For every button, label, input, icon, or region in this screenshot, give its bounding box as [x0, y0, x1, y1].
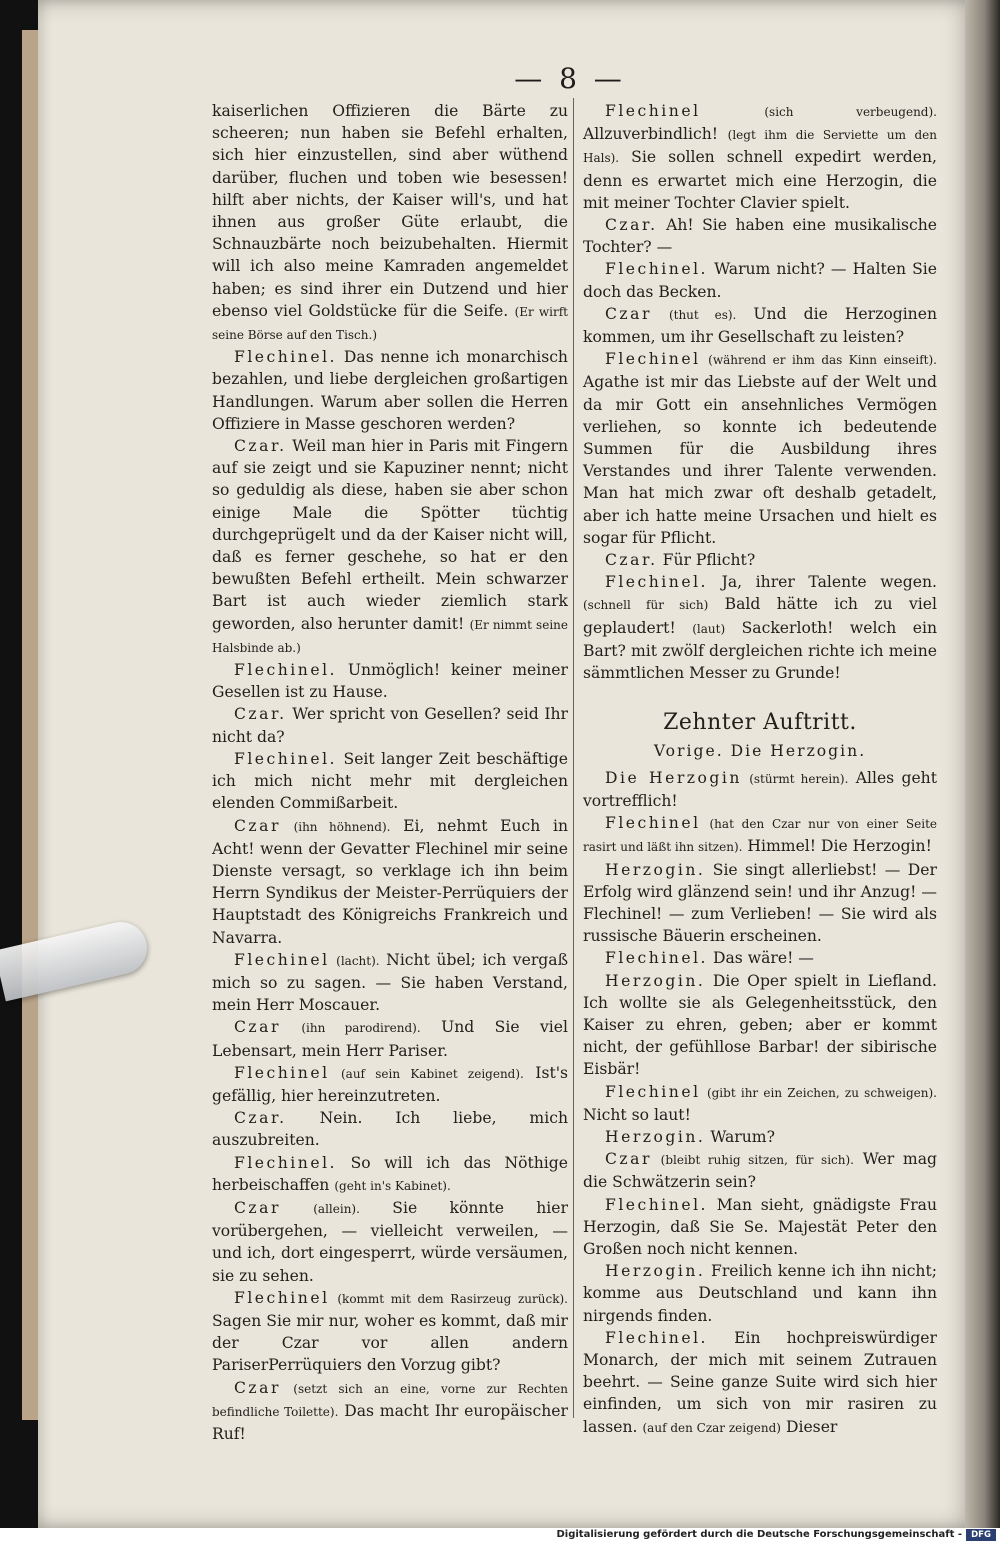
dialogue-text: Nein. Ich liebe, mich auszubreiten. [212, 1109, 568, 1150]
dialogue-text: Alles geht vortrefflich! [583, 768, 937, 810]
dialogue-text: So will ich das Nöthige herbeischaffen [212, 1153, 568, 1194]
dialogue-text: Warum nicht? — Halten Sie doch das Becken. [583, 260, 937, 301]
dialogue-text: Seit langer Zeit beschäftige ich mich nicht mehr mit dergleichen elenden Commißarbeit. [212, 749, 568, 813]
speaker-name: Flechinel. [234, 749, 338, 768]
speech-paragraph [212, 1152, 568, 1197]
speech-paragraph [212, 1016, 568, 1061]
stage-direction: (ihn parodirend). [301, 1021, 421, 1036]
stage-direction: (allein). [313, 1201, 360, 1216]
dialogue-text: Sie sollen schnell expedirt werden, denn es erwartet mich eine Herzogin, die mit meiner Tochter Clavier spielt. [583, 148, 937, 212]
speech-paragraph [583, 812, 937, 858]
dialogue-text: Für Pflicht? [662, 551, 756, 570]
speech-paragraph [583, 1194, 937, 1261]
speaker-name: Die Herzogin [605, 768, 742, 787]
stage-direction: (auf sein Kabinet zeigend). [340, 1066, 524, 1081]
speaker-name: Czar [234, 816, 281, 835]
stage-direction: (bleibt ruhig sitzen, für sich). [660, 1153, 854, 1168]
speaker-name: Czar [234, 1018, 281, 1037]
stage-direction: (ihn höhnend). [293, 819, 391, 834]
column-divider [573, 98, 574, 1418]
dialogue-text: Ah! Sie haben eine musikalische Tochter? — [583, 216, 937, 257]
speaker-name: Czar [605, 1150, 652, 1169]
speech-paragraph [583, 549, 937, 571]
dialogue-text: Warum? [710, 1127, 775, 1146]
footer-bar [0, 1528, 1000, 1542]
dialogue-text: Das nenne ich monarchisch bezahlen, und liebe dergleichen großartigen Handlungen. Warum aber sollen die Herren Offiziere in Masse geschoren werden? [212, 348, 568, 433]
speech-paragraph [212, 1377, 568, 1446]
speaker-name: Flechinel [605, 102, 701, 120]
dialogue-text: Ja, ihrer Talente wegen. [721, 573, 937, 592]
stage-direction: (sich verbeugend). [764, 105, 937, 119]
speech-paragraph [212, 949, 568, 1017]
speaker-name: Flechinel. [234, 661, 338, 680]
dialogue-text: Ein hochpreiswürdiger Monarch, der mich mit seinem Zutrauen beehrt. — Seine ganze Suite wird sich hier einfinden, um sich von mir rasiren zu lassen. [583, 1328, 937, 1436]
dialogue-text: Das macht Ihr europäischer Ruf! [212, 1401, 568, 1443]
speech-paragraph [583, 1148, 937, 1193]
speech-paragraph [583, 214, 937, 258]
dialogue-text: Sie könnte hier vorübergehen, — vielleicht verweilen, — und ich, dort eingesperrt, würde versäumen, sie zu sehen. [212, 1198, 568, 1285]
stage-direction: (thut es). [668, 307, 737, 322]
dialogue-text: Nicht so laut! [583, 1105, 691, 1124]
scene-characters: Vorige. Die Herzogin. [653, 742, 867, 761]
dialogue-text: Man sieht, gnädigste Frau Herzogin, daß Sie Se. Majestät Peter den Großen noch nicht kennen. [583, 1195, 937, 1258]
speech-paragraph [212, 703, 568, 747]
speech-paragraph [583, 947, 937, 969]
dialogue-text: Unmöglich! keiner meiner Gesellen ist zu Hause. [212, 661, 568, 702]
speaker-name: Czar. [234, 1109, 287, 1128]
speech-paragraph [212, 815, 568, 949]
speaker-name: Czar [605, 304, 652, 323]
speech-paragraph [583, 258, 937, 302]
dialogue-text: Wer mag die Schwätzerin sein? [583, 1150, 937, 1192]
speaker-name: Herzogin. [605, 971, 706, 990]
speech-paragraph [583, 100, 937, 214]
speaker-name: Herzogin. [605, 860, 706, 879]
speech-paragraph [212, 748, 568, 815]
speech-paragraph [583, 348, 937, 549]
speech-paragraph [212, 435, 568, 659]
speech-paragraph [212, 346, 568, 435]
dialogue-text: Agathe ist mir das Liebste auf der Welt und da mir Gott ein ansehnliches Vermögen verliehen, so konnte ich bedeutende Summen für die Ausbildung ihres Verstandes und ihrer Talente verwenden. Man hat mich zwar oft deshalb getadelt, aber ich hatte meine Ursachen und hielt es sogar für Pflicht. [583, 373, 937, 547]
dialogue-text: Ist's gefällig, hier hereinzutreten. [212, 1063, 568, 1105]
dialogue-text: Ei, nehmt Euch in Acht! wenn der Gevatter Flechinel mir seine Dienste versagt, so verklage ich ihn beim Herrn Syndikus der Meister-Perrüquiers der Hauptstadt des Königreichs Frankreich und Navarra. [212, 816, 568, 947]
speech-paragraph [212, 1197, 568, 1287]
page-gutter-shadow [965, 0, 1000, 1530]
stage-direction: (Er wirft seine Börse auf den Tisch.) [212, 304, 569, 343]
page-number: — 8 — [514, 62, 626, 95]
speaker-name: Flechinel [605, 814, 701, 833]
speaker-name: Flechinel. [605, 573, 709, 592]
stage-direction: (auf den Czar zeigend) [642, 1420, 781, 1435]
dialogue-text: Freilich kenne ich ihn nicht; komme aus Deutschland und kann ihn nirgends finden. [583, 1262, 937, 1325]
speech-paragraph [212, 1062, 568, 1107]
speaker-name: Flechinel [605, 350, 701, 369]
speech-paragraph [583, 571, 937, 684]
dialogue-text: Sie singt allerliebst! — Der Erfolg wird glänzend sein! und ihr Anzug! — Flechinel! — zum Verlieben! — Sie wird als russische Bäuerin erscheinen. [583, 860, 937, 946]
speaker-name: Czar. [234, 705, 287, 724]
speaker-name: Flechinel [605, 1082, 701, 1101]
stage-direction: (lacht). [336, 953, 380, 968]
speaker-name: Czar. [234, 437, 287, 456]
stage-direction: (legt ihm die Serviette um den Hals). [583, 128, 937, 166]
dialogue-text: Und die Herzoginen kommen, um ihr Gesellschaft zu leisten? [583, 304, 937, 347]
speaker-name: Flechinel. [605, 260, 709, 279]
dialogue-text: Bald hätte ich zu viel geplaudert! [583, 595, 937, 637]
speech-paragraph [583, 1327, 937, 1439]
speech-paragraph [583, 303, 937, 348]
stage-direction: (schnell für sich) [583, 598, 709, 613]
speech-paragraph [212, 1287, 568, 1377]
continued-paragraph [212, 100, 568, 346]
dialogue-text: Nicht übel; ich vergaß mich so zu sagen. — Sie haben Verstand, mein Herr Moscauer. [212, 950, 568, 1015]
left-text-column [212, 100, 568, 1445]
speaker-name: Flechinel [234, 1288, 330, 1307]
speaker-name: Flechinel. [605, 1195, 709, 1214]
stage-direction: (laut) [692, 621, 726, 636]
speaker-name: Herzogin. [605, 1262, 706, 1281]
right-text-column [583, 100, 937, 1439]
speech-paragraph [583, 767, 937, 812]
dialogue-text: Wer spricht von Gesellen? seid Ihr nicht da? [212, 705, 568, 746]
stage-direction: (hat den Czar nur von einer Seite rasirt und läßt ihn sitzen). [583, 817, 937, 855]
stage-direction: (setzt sich an eine, vorne zur Rechten befindliche Toilette). [212, 1381, 568, 1419]
stage-direction: (kommt mit dem Rasirzeug zurück). [337, 1291, 568, 1306]
speaker-name: Flechinel [234, 950, 330, 969]
dialogue-text: Allzuverbindlich! [583, 125, 718, 144]
dialogue-text: Das wäre! — [712, 949, 814, 968]
speech-paragraph [212, 1107, 568, 1151]
scene-heading: Zehnter Auftritt. [663, 710, 857, 736]
dialogue-text: Sackerloth! welch ein Bart? mit zwölf dergleichen richte ich meine sämmtlichen Messer zu Grunde! [583, 618, 937, 683]
dialogue-text: kaiserlichen Offizieren die Bärte zu scheeren; nun haben sie Befehl erhalten, sich hier einzustellen, sind aber wüthend darüber, fluchen und toben wie besessen! hilft aber nichts, der Kaiser will's, und hat ihnen aus großer Güte erlaubt, die Schnauzbärte noch beizubehalten. Hiermit will ich also meine Kamraden angemeldet haben; es sind ihrer ein Dutzend und hier ebenso viel Goldstücke für die Seife. [212, 102, 568, 320]
dialogue-text: Sagen Sie mir nur, woher es kommt, daß mir der Czar vor allen andern PariserPerrüquiers den Vorzug gibt? [212, 1311, 568, 1375]
stage-direction: (gibt ihr ein Zeichen, zu schweigen). [706, 1085, 937, 1100]
speaker-name: Flechinel. [234, 1153, 338, 1172]
speaker-name: Czar [234, 1378, 281, 1397]
speaker-name: Czar. [605, 551, 658, 570]
dialogue-text: Dieser [785, 1417, 838, 1436]
speaker-name: Czar. [605, 216, 658, 235]
dialogue-text: Weil man hier in Paris mit Fingern auf sie zeigt und sie Kapuziner nennt; nicht so geduldig als diese, haben sie aber schon einige Male die Spötter tüchtig durchgeprügelt und da der Kaiser nicht will, daß es ferner geschehe, so hat er den bewußten Befehl ertheilt. Mein schwarzer Bart ist auch wieder ziemlich stark geworden, also herunter damit! [212, 437, 568, 633]
dfg-logo: DFG [966, 1529, 996, 1541]
speaker-name: Flechinel. [605, 949, 709, 968]
stage-direction: (geht in's Kabinet). [334, 1178, 451, 1193]
speech-paragraph [583, 1081, 937, 1126]
speaker-name: Herzogin. [605, 1127, 706, 1146]
speech-paragraph [583, 859, 937, 948]
stage-direction: (Er nimmt seine Halsbinde ab.) [212, 617, 568, 655]
speaker-name: Flechinel [234, 1063, 330, 1082]
funding-notice: Digitalisierung gefördert durch die Deutsche Forschungsgemeinschaft - [556, 1529, 962, 1540]
speaker-name: Flechinel. [605, 1328, 709, 1347]
speech-paragraph [212, 659, 568, 703]
dialogue-text: Und Sie viel Lebensart, mein Herr Pariser. [212, 1018, 568, 1060]
speech-paragraph [583, 1260, 937, 1327]
speaker-name: Czar [234, 1198, 281, 1217]
speech-paragraph [583, 1126, 937, 1148]
dialogue-text: Himmel! Die Herzogin! [747, 837, 932, 856]
stage-direction: (während er ihm das Kinn einseift). [708, 353, 937, 368]
dialogue-text: Die Oper spielt in Liefland. Ich wollte sie als Gelegenheitsstück, den Kaiser zu ehren, geben; aber er kommt nicht, der gefühllose Barbar! der sibirische Eisbär! [583, 971, 937, 1079]
speaker-name: Flechinel. [234, 348, 338, 367]
speech-paragraph [583, 970, 937, 1081]
stage-direction: (stürmt herein). [749, 771, 849, 786]
